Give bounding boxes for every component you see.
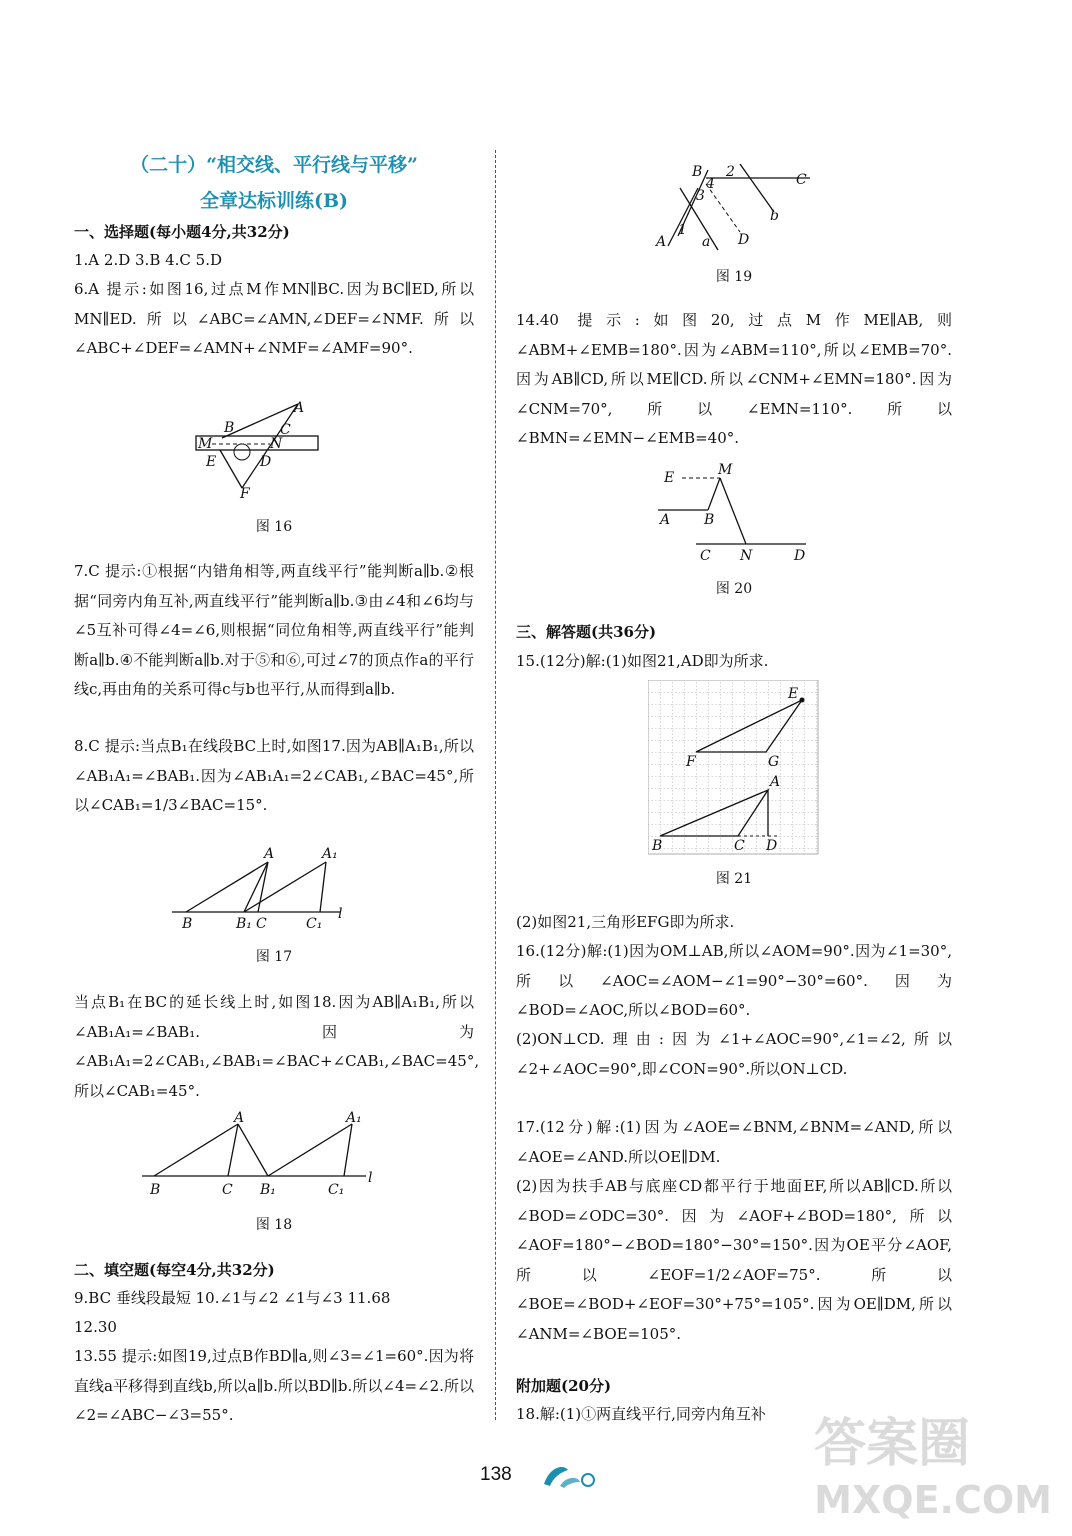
svg-text:A: A <box>660 512 671 528</box>
caption-fig18: 图 18 <box>255 1217 293 1233</box>
leaf-ornament-icon <box>540 1460 600 1490</box>
svg-text:N: N <box>270 436 283 452</box>
section-bonus: 附加题(20分) <box>516 1377 612 1395</box>
caption-fig21: 图 21 <box>715 871 753 887</box>
answer-6: 6.A 提示:如图16,过点M作MN∥BC.因为BC∥ED,所以MN∥ED.所以∠ABC=∠AMN,∠DEF=∠NMF.所以∠ABC+∠DEF=∠AMN+∠NMF=∠AMF=90°. <box>74 280 474 357</box>
svg-text:D: D <box>738 232 750 248</box>
svg-text:4: 4 <box>706 176 715 192</box>
svg-text:M: M <box>718 462 733 478</box>
answer-16: 16.(12分)解:(1)因为OM⊥AB,所以∠AOM=90°.因为∠1=30°,所以∠AOC=∠AOM−∠1=90°−30°=60°.因为∠BOD=∠AOC,所以∠BOD=60°. <box>516 942 952 1019</box>
chapter-subtitle: 全章达标训练(B) <box>199 190 349 212</box>
svg-text:A: A <box>770 774 781 790</box>
svg-text:l: l <box>368 1170 373 1186</box>
svg-text:A: A <box>264 846 275 862</box>
svg-text:D: D <box>766 838 778 854</box>
svg-text:A: A <box>656 234 667 250</box>
answer-8-part2: 当点B₁在BC的延长线上时,如图18.因为AB∥A₁B₁,所以∠AB₁A₁=∠BAB₁.因为∠AB₁A₁=2∠CAB₁,∠BAB₁=∠BAC+∠CAB₁,∠BAC=45°,所以∠CAB₁=45°. <box>74 993 480 1100</box>
answer-17-part2: (2)因为扶手AB与底座CD都平行于地面EF,所以AB∥CD.所以∠BOD=∠ODC=30°.因为∠AOF+∠BOD=180°,所以∠AOF=180°−∠BOD=180°−30°=150°.因为OE平分∠AOF,所以∠EOF=1/2∠AOF=75°.所以∠BOE=∠BOD+∠EOF=30°+75°=105°.因为OE∥DM,所以∠ANM=∠BOE=105°. <box>516 1177 952 1343</box>
svg-text:1: 1 <box>678 222 687 238</box>
answer-12: 12.30 <box>74 1318 117 1336</box>
svg-text:C: C <box>734 838 745 854</box>
svg-text:C: C <box>222 1182 233 1198</box>
chapter-title: （二十）“相交线、平行线与平移” <box>130 154 418 176</box>
figure-21 <box>648 680 822 858</box>
svg-text:B: B <box>182 916 193 932</box>
caption-fig16: 图 16 <box>255 519 293 535</box>
svg-text:B: B <box>692 164 703 180</box>
caption-fig20: 图 20 <box>715 581 753 597</box>
svg-text:D: D <box>794 548 806 564</box>
svg-text:D: D <box>260 454 272 470</box>
svg-text:A: A <box>294 400 305 416</box>
watermark-line-2: MXQE.COM <box>814 1478 1052 1522</box>
svg-text:E: E <box>206 454 217 470</box>
svg-text:l: l <box>338 906 343 922</box>
svg-text:B₁: B₁ <box>260 1182 276 1198</box>
svg-text:F: F <box>686 754 696 770</box>
svg-text:C: C <box>256 916 267 932</box>
svg-text:C₁: C₁ <box>328 1182 345 1198</box>
answer-15: 15.(12分)解:(1)如图21,AD即为所求. <box>516 652 769 670</box>
watermark <box>814 1416 1052 1528</box>
caption-fig19: 图 19 <box>715 269 753 285</box>
svg-text:A₁: A₁ <box>346 1110 362 1126</box>
answer-15-part2: (2)如图21,三角形EFG即为所求. <box>516 913 735 931</box>
section-fill: 二、填空题(每空4分,共32分) <box>74 1261 275 1279</box>
figure-16 <box>190 398 330 502</box>
section-choice: 一、选择题(每小题4分,共32分) <box>74 223 290 241</box>
svg-text:a: a <box>702 234 711 250</box>
svg-text:M: M <box>198 436 213 452</box>
figure-18 <box>140 1110 380 1202</box>
caption-fig17: 图 17 <box>255 949 293 965</box>
svg-text:C: C <box>280 422 291 438</box>
svg-text:B: B <box>150 1182 161 1198</box>
answer-16-part2: (2)ON⊥CD.理由:因为∠1+∠AOC=90°,∠1=∠2,所以∠2+∠AOC=90°,即∠CON=90°.所以ON⊥CD. <box>516 1030 952 1078</box>
answer-14: 14.40 提示:如图20,过点M作ME∥AB,则∠ABM+∠EMB=180°.因为∠ABM=110°,所以∠EMB=70°.因为AB∥CD,所以ME∥CD.所以∠CNM+∠EMN=180°.因为∠CNM=70°,所以∠EMN=110°.所以∠BMN=∠EMN−∠EMB=40°. <box>516 311 952 447</box>
svg-text:B: B <box>224 420 235 436</box>
svg-text:C₁: C₁ <box>306 916 323 932</box>
svg-text:B: B <box>652 838 663 854</box>
svg-text:B₁: B₁ <box>236 916 252 932</box>
answer-18: 18.解:(1)①两直线平行,同旁内角互补 <box>516 1405 766 1423</box>
svg-text:2: 2 <box>726 164 735 180</box>
svg-text:E: E <box>664 470 675 486</box>
column-divider <box>495 150 496 1420</box>
answers-1-5: 1.A 2.D 3.B 4.C 5.D <box>74 251 223 269</box>
svg-text:A: A <box>234 1110 245 1126</box>
figure-20 <box>658 460 818 566</box>
section-solve: 三、解答题(共36分) <box>516 623 657 641</box>
answer-17: 17.(12分)解:(1)因为∠AOE=∠BNM,∠BNM=∠AND,所以∠AOE=∠AND.所以OE∥DM. <box>516 1118 952 1166</box>
svg-text:E: E <box>788 686 799 702</box>
svg-text:C: C <box>700 548 711 564</box>
watermark-line-1: 答案圈 <box>814 1414 971 1474</box>
answer-13: 13.55 提示:如图19,过点B作BD∥a,则∠3=∠1=60°.因为将直线a平移得到直线b,所以a∥b.所以BD∥b.所以∠4=∠2.所以∠2=∠ABC−∠3=55°. <box>74 1347 474 1424</box>
svg-text:N: N <box>740 548 753 564</box>
svg-text:B: B <box>704 512 715 528</box>
answer-8: 8.C 提示:当点B₁在线段BC上时,如图17.因为AB∥A₁B₁,所以∠AB₁A₁=∠BAB₁.因为∠AB₁A₁=2∠CAB₁,∠BAC=45°,所以∠CAB₁=1/3∠BAC=15°. <box>74 737 474 814</box>
answers-9-11: 9.BC 垂线段最短 10.∠1与∠2 ∠1与∠3 11.68 <box>74 1289 391 1307</box>
answer-7: 7.C 提示:①根据“内错角相等,两直线平行”能判断a∥b.②根据“同旁内角互补,两直线平行”能判断a∥b.③由∠4和∠6均与∠5互补可得∠4=∠6,则根据“同位角相等,两直线平行”能判断a∥b.④不能判断a∥b.对于⑤和⑥,可过∠7的顶点作a的平行线c,再由角的关系可得c与b也平行,从而得到a∥b. <box>74 562 474 698</box>
svg-text:G: G <box>768 754 780 770</box>
page-number: 138 <box>480 1464 512 1485</box>
figure-19 <box>650 160 830 260</box>
figure-17 <box>170 842 360 934</box>
svg-text:b: b <box>770 208 779 224</box>
svg-text:3: 3 <box>696 188 705 204</box>
svg-text:C: C <box>796 172 807 188</box>
svg-text:A₁: A₁ <box>322 846 338 862</box>
svg-text:F: F <box>240 486 250 502</box>
